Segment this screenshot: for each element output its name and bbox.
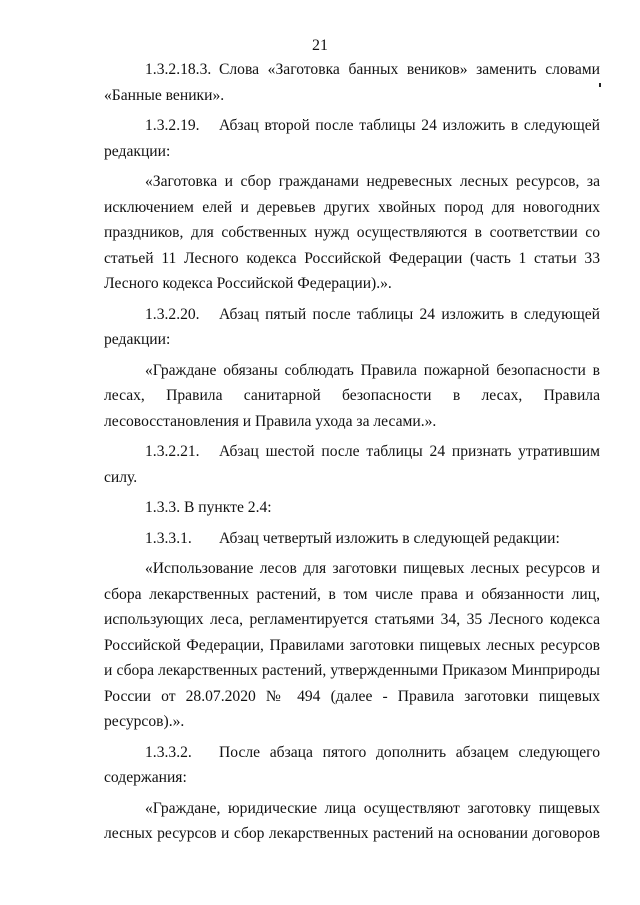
- quote-paragraph: «Использование лесов для заготовки пищевых лесных ресурсов и сбора лекарственных растений, в том числе права и обязанности лиц, использующих леса, регламентируется статьями 34, 35 Лесного кодекса Российской Федерации, Правилами заготовки пищевых лесных ресурсов и сбора лекарственных растений, утвержденными Приказом Минприроды России от 28.07.2020 № 494 (далее - Правила заготовки пищевых ресурсов).».: [104, 560, 600, 730]
- paragraph-1-3-3: 1.3.3. В пункте 2.4:: [145, 499, 272, 516]
- paragraph-1-3-2-21: [104, 439, 600, 490]
- paragraph-text: Абзац пятый после таблицы 24 изложить в следующей редакции:: [104, 305, 600, 348]
- item-number: 1.3.3.2.: [145, 743, 192, 761]
- item-number: 1.3.3.1.: [145, 529, 192, 547]
- quote-paragraph: «Граждане, юридические лица осуществляют заготовку пищевых лесных ресурсов и сбор лекарственных растений на основании договоров: [104, 799, 600, 842]
- paragraph-text: Абзац шестой после таблицы 24 признать утратившим силу.: [104, 443, 600, 486]
- item-number: 1.3.2.21.: [145, 443, 200, 460]
- paragraph-1-3-3-1: [104, 526, 600, 552]
- paragraph-1-3-2-20: [104, 302, 600, 353]
- item-number: 1.3.2.20.: [145, 305, 200, 323]
- paragraph-1-3-2-19: [104, 113, 600, 164]
- paragraph-text: Абзац второй после таблицы 24 изложить в следующей редакции:: [104, 117, 600, 160]
- scan-speck: [599, 83, 601, 87]
- paragraph-text: Абзац четвертый изложить в следующей редакции:: [219, 529, 560, 547]
- quote-paragraph: «Граждане обязаны соблюдать Правила пожарной безопасности в лесах, Правила санитарной безопасности в лесах, Правила лесовосстановления и Правила ухода за лесами.».: [104, 361, 600, 430]
- paragraph-1-3-2-18-3: [104, 57, 600, 108]
- page-number: 21: [312, 37, 328, 54]
- paragraph-text: После абзаца пятого дополнить абзацем следующего содержания:: [104, 743, 600, 786]
- document-body: [104, 57, 600, 852]
- paragraph-1-3-3-2: [104, 740, 600, 791]
- item-number: 1.3.2.19.: [145, 117, 200, 134]
- quote-paragraph: «Заготовка и сбор гражданами недревесных лесных ресурсов, за исключением елей и деревьев других хвойных пород для новогодних праздников, для собственных нужд осуществляются в соответствии со статьей 11 Лесного кодекса Российской Федерации (часть 1 статьи 33 Лесного кодекса Российской Федерации).».: [104, 173, 600, 292]
- paragraph-text: Слова «Заготовка банных веников» заменить словами «Банные веники».: [104, 61, 600, 104]
- item-number: 1.3.2.18.3.: [145, 61, 212, 78]
